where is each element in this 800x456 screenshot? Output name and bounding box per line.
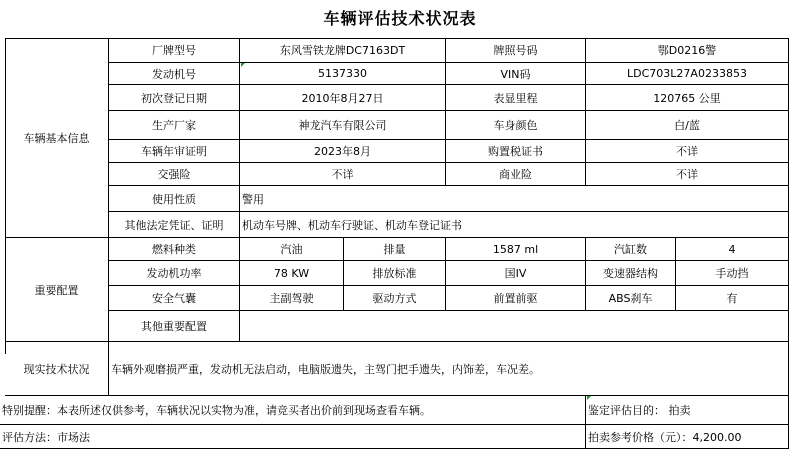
technical-status-text: 车辆外观磨损严重，发动机无法启动，电脑版遗失，主驾门把手遗失，内饰差，车况差。 [109,342,789,396]
displacement-value: 1587 ml [446,238,586,261]
compulsory-insurance-label: 交强险 [109,163,240,186]
mileage-label: 表显里程 [446,85,586,111]
commercial-insurance-value: 不详 [586,163,789,186]
brand-value: 东风雪铁龙牌DC7163DT [240,38,446,63]
section-technical-status: 现实技术状况 [5,342,109,396]
annual-inspection-value: 2023年8月 [240,140,446,163]
registration-date-value: 2010年8月27日 [240,85,446,111]
registration-date-label: 初次登记日期 [109,85,240,111]
legal-documents-value: 机动车号牌、机动车行驶证、机动车登记证书 [240,212,789,238]
body-color-label: 车身颜色 [446,111,586,140]
manufacturer-value: 神龙汽车有限公司 [240,111,446,140]
body-color-value: 白/蓝 [586,111,789,140]
plate-value: 鄂D0216警 [586,38,789,63]
plate-label: 牌照号码 [446,38,586,63]
emission-standard-value: 国IV [446,261,586,286]
cell-comment-marker [241,63,245,67]
section-basic-info: 车辆基本信息 [5,38,109,238]
other-config-value [240,311,789,342]
vin-value: LDC703L27A0233853 [586,63,789,85]
reference-price: 拍卖参考价格（元）：4,200.00 [586,425,789,449]
usage-value: 警用 [240,186,789,212]
airbag-value: 主副驾驶 [240,286,344,311]
commercial-insurance-label: 商业险 [446,163,586,186]
engine-label: 发动机号 [109,63,240,85]
evaluation-purpose: 鉴定评估目的： 拍卖 [586,396,789,425]
mileage-value: 120765 公里 [586,85,789,111]
fuel-type-label: 燃料种类 [109,238,240,261]
evaluation-method: 评估方法：市场法 [0,425,586,449]
engine-power-label: 发动机功率 [109,261,240,286]
drive-type-value: 前置前驱 [446,286,586,311]
emission-standard-label: 排放标准 [344,261,446,286]
displacement-label: 排量 [344,238,446,261]
manufacturer-label: 生产厂家 [109,111,240,140]
annual-inspection-label: 车辆年审证明 [109,140,240,163]
cell-comment-marker [587,396,591,400]
abs-label: ABS刹车 [586,286,676,311]
section-important-config: 重要配置 [5,238,109,342]
purchase-tax-label: 购置税证书 [446,140,586,163]
engine-power-value: 78 KW [240,261,344,286]
compulsory-insurance-value: 不详 [240,163,446,186]
brand-label: 厂牌型号 [109,38,240,63]
cylinders-value: 4 [676,238,789,261]
transmission-label: 变速器结构 [586,261,676,286]
fuel-type-value: 汽油 [240,238,344,261]
special-notice: 特别提醒：本表所述仅供参考，车辆状况以实物为准，请竞买者出价前到现场查看车辆。 [0,396,586,425]
page-title: 车辆评估技术状况表 [323,9,477,28]
other-config-label: 其他重要配置 [109,311,240,342]
transmission-value: 手动挡 [676,261,789,286]
purchase-tax-value: 不详 [586,140,789,163]
vin-label: VIN码 [446,63,586,85]
engine-value: 5137330 [240,63,446,85]
cylinders-label: 汽缸数 [586,238,676,261]
drive-type-label: 驱动方式 [344,286,446,311]
legal-documents-label: 其他法定凭证、证明 [109,212,240,238]
usage-label: 使用性质 [109,186,240,212]
airbag-label: 安全气囊 [109,286,240,311]
abs-value: 有 [676,286,789,311]
